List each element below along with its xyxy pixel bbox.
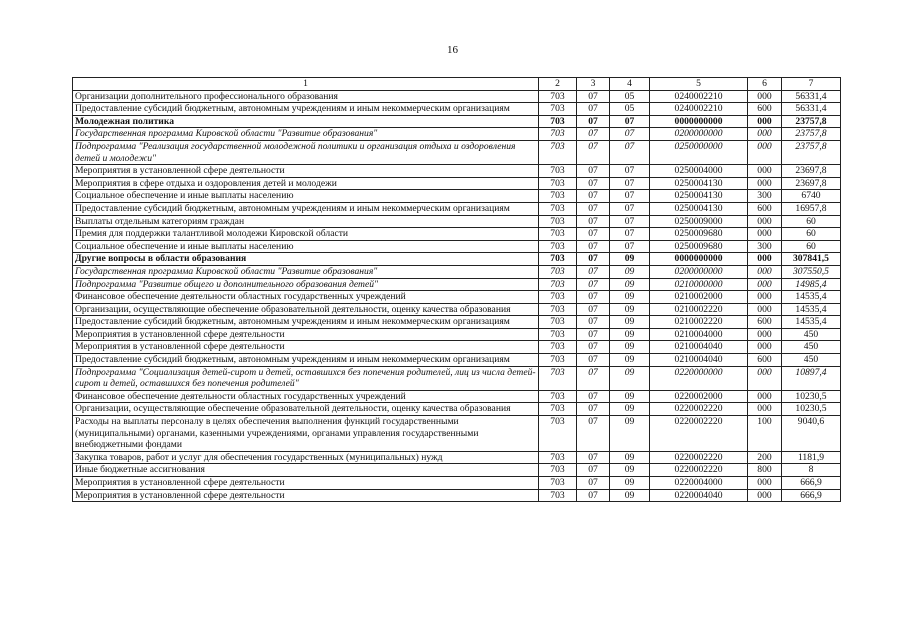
table-row <box>73 354 841 367</box>
table-row <box>73 90 841 103</box>
row-subsection-cell: 07 <box>610 190 650 203</box>
row-amount-cell: 450 <box>782 341 841 354</box>
row-target-code-cell: 0210004040 <box>650 354 748 367</box>
row-section-cell: 07 <box>577 128 610 141</box>
row-amount-cell: 10230,5 <box>782 390 841 403</box>
row-expense-type-cell: 000 <box>748 341 782 354</box>
row-admin-code-cell: 703 <box>539 403 577 416</box>
row-amount-cell: 23697,8 <box>782 177 841 190</box>
row-section-cell: 07 <box>577 341 610 354</box>
row-target-code-cell: 0220004000 <box>650 477 748 490</box>
row-name-cell: Финансовое обеспечение деятельности областных государственных учреждений <box>73 390 539 403</box>
row-admin-code-cell: 703 <box>539 291 577 304</box>
row-admin-code-cell: 703 <box>539 128 577 141</box>
row-subsection-cell: 09 <box>610 303 650 316</box>
row-admin-code-cell: 703 <box>539 328 577 341</box>
row-name-cell: Государственная программа Кировской области "Развитие образования" <box>73 265 539 278</box>
row-section-cell: 07 <box>577 265 610 278</box>
table-row <box>73 390 841 403</box>
row-subsection-cell: 09 <box>610 477 650 490</box>
row-expense-type-cell: 000 <box>748 140 782 164</box>
row-target-code-cell: 0000000000 <box>650 115 748 128</box>
row-section-cell: 07 <box>577 115 610 128</box>
row-target-code-cell: 0210002220 <box>650 303 748 316</box>
row-amount-cell: 23697,8 <box>782 165 841 178</box>
row-subsection-cell: 07 <box>610 228 650 241</box>
table-row <box>73 202 841 215</box>
row-admin-code-cell: 703 <box>539 464 577 477</box>
row-amount-cell: 23757,8 <box>782 140 841 164</box>
row-admin-code-cell: 703 <box>539 103 577 116</box>
row-section-cell: 07 <box>577 240 610 253</box>
row-admin-code-cell: 703 <box>539 366 577 390</box>
row-target-code-cell: 0220000000 <box>650 366 748 390</box>
row-amount-cell: 14535,4 <box>782 291 841 304</box>
row-name-cell: Финансовое обеспечение деятельности областных государственных учреждений <box>73 291 539 304</box>
row-expense-type-cell: 000 <box>748 477 782 490</box>
row-admin-code-cell: 703 <box>539 489 577 502</box>
row-amount-cell: 14535,4 <box>782 303 841 316</box>
row-section-cell: 07 <box>577 477 610 490</box>
row-amount-cell: 450 <box>782 354 841 367</box>
row-section-cell: 07 <box>577 316 610 329</box>
table-row <box>73 366 841 390</box>
row-admin-code-cell: 703 <box>539 140 577 164</box>
row-admin-code-cell: 703 <box>539 354 577 367</box>
row-admin-code-cell: 703 <box>539 278 577 291</box>
budget-table <box>72 77 841 502</box>
row-name-cell: Мероприятия в установленной сфере деятельности <box>73 328 539 341</box>
row-section-cell: 07 <box>577 253 610 266</box>
row-name-cell: Подпрограмма "Социализация детей-сирот и детей, оставшихся без попечения родителей, лиц из числа детей-сирот и детей, оставшихся без попечения родителей" <box>73 366 539 390</box>
row-target-code-cell: 0240002210 <box>650 90 748 103</box>
row-target-code-cell: 0220002000 <box>650 390 748 403</box>
row-expense-type-cell: 000 <box>748 303 782 316</box>
row-subsection-cell: 07 <box>610 140 650 164</box>
row-expense-type-cell: 000 <box>748 228 782 241</box>
row-expense-type-cell: 000 <box>748 265 782 278</box>
row-name-cell: Закупка товаров, работ и услуг для обеспечения государственных (муниципальных) нужд <box>73 451 539 464</box>
table-row <box>73 265 841 278</box>
row-section-cell: 07 <box>577 354 610 367</box>
row-admin-code-cell: 703 <box>539 253 577 266</box>
row-subsection-cell: 07 <box>610 128 650 141</box>
column-header: 4 <box>610 78 650 91</box>
row-section-cell: 07 <box>577 489 610 502</box>
row-amount-cell: 60 <box>782 228 841 241</box>
row-subsection-cell: 09 <box>610 354 650 367</box>
row-admin-code-cell: 703 <box>539 341 577 354</box>
table-row <box>73 403 841 416</box>
row-target-code-cell: 0250004130 <box>650 202 748 215</box>
row-expense-type-cell: 000 <box>748 278 782 291</box>
row-name-cell: Социальное обеспечение и иные выплаты населению <box>73 190 539 203</box>
row-admin-code-cell: 703 <box>539 477 577 490</box>
row-expense-type-cell: 600 <box>748 103 782 116</box>
row-section-cell: 07 <box>577 416 610 452</box>
row-section-cell: 07 <box>577 140 610 164</box>
table-row <box>73 489 841 502</box>
row-target-code-cell: 0210000000 <box>650 278 748 291</box>
row-amount-cell: 666,9 <box>782 477 841 490</box>
row-amount-cell: 450 <box>782 328 841 341</box>
row-name-cell: Государственная программа Кировской области "Развитие образования" <box>73 128 539 141</box>
row-section-cell: 07 <box>577 90 610 103</box>
budget-table-body <box>73 78 841 502</box>
row-amount-cell: 23757,8 <box>782 128 841 141</box>
row-amount-cell: 14985,4 <box>782 278 841 291</box>
table-row <box>73 477 841 490</box>
row-expense-type-cell: 600 <box>748 316 782 329</box>
row-admin-code-cell: 703 <box>539 90 577 103</box>
row-expense-type-cell: 000 <box>748 489 782 502</box>
row-section-cell: 07 <box>577 303 610 316</box>
row-expense-type-cell: 000 <box>748 291 782 304</box>
row-amount-cell: 56331,4 <box>782 90 841 103</box>
table-row <box>73 190 841 203</box>
row-expense-type-cell: 300 <box>748 240 782 253</box>
row-expense-type-cell: 100 <box>748 416 782 452</box>
row-subsection-cell: 09 <box>610 291 650 304</box>
row-subsection-cell: 09 <box>610 366 650 390</box>
row-name-cell: Расходы на выплаты персоналу в целях обеспечения выполнения функций государственными (муниципальными) органами, казенными учреждениями, органами управления государственными внебюджетными фондами <box>73 416 539 452</box>
row-section-cell: 07 <box>577 366 610 390</box>
row-amount-cell: 8 <box>782 464 841 477</box>
row-admin-code-cell: 703 <box>539 202 577 215</box>
row-subsection-cell: 09 <box>610 265 650 278</box>
row-target-code-cell: 0250004130 <box>650 177 748 190</box>
row-expense-type-cell: 600 <box>748 202 782 215</box>
row-expense-type-cell: 600 <box>748 354 782 367</box>
row-expense-type-cell: 000 <box>748 128 782 141</box>
row-admin-code-cell: 703 <box>539 177 577 190</box>
table-row <box>73 115 841 128</box>
table-row <box>73 464 841 477</box>
row-name-cell: Мероприятия в установленной сфере деятельности <box>73 489 539 502</box>
row-name-cell: Организации, осуществляющие обеспечение образовательной деятельности, оценку качества образования <box>73 303 539 316</box>
row-subsection-cell: 07 <box>610 115 650 128</box>
row-section-cell: 07 <box>577 278 610 291</box>
row-expense-type-cell: 000 <box>748 253 782 266</box>
row-amount-cell: 10897,4 <box>782 366 841 390</box>
row-name-cell: Предоставление субсидий бюджетным, автономным учреждениям и иным некоммерческим организациям <box>73 202 539 215</box>
row-subsection-cell: 09 <box>610 416 650 452</box>
row-target-code-cell: 0220004040 <box>650 489 748 502</box>
row-admin-code-cell: 703 <box>539 303 577 316</box>
row-amount-cell: 307550,5 <box>782 265 841 278</box>
row-expense-type-cell: 800 <box>748 464 782 477</box>
table-row <box>73 215 841 228</box>
column-header: 2 <box>539 78 577 91</box>
row-amount-cell: 10230,5 <box>782 403 841 416</box>
row-target-code-cell: 0250009680 <box>650 240 748 253</box>
row-admin-code-cell: 703 <box>539 390 577 403</box>
table-row <box>73 328 841 341</box>
row-subsection-cell: 07 <box>610 215 650 228</box>
row-subsection-cell: 09 <box>610 390 650 403</box>
row-target-code-cell: 0220002220 <box>650 403 748 416</box>
column-header: 1 <box>73 78 539 91</box>
row-subsection-cell: 07 <box>610 240 650 253</box>
row-section-cell: 07 <box>577 202 610 215</box>
table-row <box>73 451 841 464</box>
row-name-cell: Мероприятия в установленной сфере деятельности <box>73 477 539 490</box>
row-expense-type-cell: 000 <box>748 366 782 390</box>
row-subsection-cell: 09 <box>610 316 650 329</box>
row-subsection-cell: 05 <box>610 90 650 103</box>
row-name-cell: Подпрограмма "Реализация государственной молодежной политики и организация отдыха и оздоровления детей и молодежи" <box>73 140 539 164</box>
row-amount-cell: 16957,8 <box>782 202 841 215</box>
row-expense-type-cell: 300 <box>748 190 782 203</box>
row-name-cell: Мероприятия в установленной сфере деятельности <box>73 341 539 354</box>
row-amount-cell: 56331,4 <box>782 103 841 116</box>
row-admin-code-cell: 703 <box>539 215 577 228</box>
row-section-cell: 07 <box>577 177 610 190</box>
row-section-cell: 07 <box>577 390 610 403</box>
row-target-code-cell: 0210004000 <box>650 328 748 341</box>
row-name-cell: Молодежная политика <box>73 115 539 128</box>
row-section-cell: 07 <box>577 451 610 464</box>
table-row <box>73 253 841 266</box>
page-number: 16 <box>447 44 458 56</box>
row-amount-cell: 23757,8 <box>782 115 841 128</box>
row-name-cell: Организации дополнительного профессионального образования <box>73 90 539 103</box>
row-name-cell: Премия для поддержки талантливой молодежи Кировской области <box>73 228 539 241</box>
row-name-cell: Мероприятия в сфере отдыха и оздоровления детей и молодежи <box>73 177 539 190</box>
row-expense-type-cell: 200 <box>748 451 782 464</box>
row-name-cell: Другие вопросы в области образования <box>73 253 539 266</box>
row-subsection-cell: 05 <box>610 103 650 116</box>
row-subsection-cell: 07 <box>610 202 650 215</box>
row-section-cell: 07 <box>577 103 610 116</box>
row-section-cell: 07 <box>577 228 610 241</box>
row-subsection-cell: 09 <box>610 489 650 502</box>
column-header: 7 <box>782 78 841 91</box>
row-amount-cell: 1181,9 <box>782 451 841 464</box>
row-expense-type-cell: 000 <box>748 177 782 190</box>
table-row <box>73 303 841 316</box>
row-subsection-cell: 09 <box>610 464 650 477</box>
row-name-cell: Мероприятия в установленной сфере деятельности <box>73 165 539 178</box>
row-target-code-cell: 0200000000 <box>650 265 748 278</box>
row-amount-cell: 307841,5 <box>782 253 841 266</box>
row-amount-cell: 9040,6 <box>782 416 841 452</box>
row-target-code-cell: 0220002220 <box>650 451 748 464</box>
row-expense-type-cell: 000 <box>748 115 782 128</box>
row-subsection-cell: 07 <box>610 165 650 178</box>
row-target-code-cell: 0240002210 <box>650 103 748 116</box>
row-admin-code-cell: 703 <box>539 240 577 253</box>
row-target-code-cell: 0250004130 <box>650 190 748 203</box>
row-admin-code-cell: 703 <box>539 165 577 178</box>
row-amount-cell: 14535,4 <box>782 316 841 329</box>
table-row <box>73 316 841 329</box>
row-name-cell: Подпрограмма "Развитие общего и дополнительного образования детей" <box>73 278 539 291</box>
row-section-cell: 07 <box>577 190 610 203</box>
row-amount-cell: 60 <box>782 215 841 228</box>
row-section-cell: 07 <box>577 403 610 416</box>
row-target-code-cell: 0000000000 <box>650 253 748 266</box>
row-section-cell: 07 <box>577 165 610 178</box>
table-row <box>73 177 841 190</box>
row-amount-cell: 60 <box>782 240 841 253</box>
row-subsection-cell: 09 <box>610 328 650 341</box>
row-name-cell: Организации, осуществляющие обеспечение образовательной деятельности, оценку качества образования <box>73 403 539 416</box>
row-admin-code-cell: 703 <box>539 190 577 203</box>
row-admin-code-cell: 703 <box>539 265 577 278</box>
row-subsection-cell: 09 <box>610 253 650 266</box>
table-row <box>73 165 841 178</box>
row-admin-code-cell: 703 <box>539 316 577 329</box>
row-target-code-cell: 0210004040 <box>650 341 748 354</box>
column-header: 3 <box>577 78 610 91</box>
table-row <box>73 140 841 164</box>
row-section-cell: 07 <box>577 464 610 477</box>
row-subsection-cell: 09 <box>610 278 650 291</box>
row-admin-code-cell: 703 <box>539 416 577 452</box>
row-subsection-cell: 09 <box>610 451 650 464</box>
row-target-code-cell: 0220002220 <box>650 464 748 477</box>
table-row <box>73 341 841 354</box>
row-target-code-cell: 0250009680 <box>650 228 748 241</box>
row-target-code-cell: 0250009000 <box>650 215 748 228</box>
row-section-cell: 07 <box>577 291 610 304</box>
row-section-cell: 07 <box>577 215 610 228</box>
column-header: 6 <box>748 78 782 91</box>
row-admin-code-cell: 703 <box>539 228 577 241</box>
row-name-cell: Выплаты отдельным категориям граждан <box>73 215 539 228</box>
row-expense-type-cell: 000 <box>748 328 782 341</box>
row-target-code-cell: 0210002000 <box>650 291 748 304</box>
row-subsection-cell: 09 <box>610 341 650 354</box>
row-target-code-cell: 0220002220 <box>650 416 748 452</box>
table-row <box>73 291 841 304</box>
table-row <box>73 240 841 253</box>
row-name-cell: Предоставление субсидий бюджетным, автономным учреждениям и иным некоммерческим организациям <box>73 354 539 367</box>
row-target-code-cell: 0250000000 <box>650 140 748 164</box>
row-expense-type-cell: 000 <box>748 215 782 228</box>
row-subsection-cell: 07 <box>610 177 650 190</box>
row-target-code-cell: 0200000000 <box>650 128 748 141</box>
row-expense-type-cell: 000 <box>748 165 782 178</box>
row-expense-type-cell: 000 <box>748 390 782 403</box>
row-target-code-cell: 0250004000 <box>650 165 748 178</box>
row-name-cell: Социальное обеспечение и иные выплаты населению <box>73 240 539 253</box>
table-row <box>73 128 841 141</box>
table-header-row <box>73 78 841 91</box>
row-admin-code-cell: 703 <box>539 115 577 128</box>
row-subsection-cell: 09 <box>610 403 650 416</box>
row-amount-cell: 666,9 <box>782 489 841 502</box>
table-row <box>73 103 841 116</box>
row-name-cell: Предоставление субсидий бюджетным, автономным учреждениям и иным некоммерческим организациям <box>73 103 539 116</box>
table-row <box>73 228 841 241</box>
table-row <box>73 278 841 291</box>
row-expense-type-cell: 000 <box>748 90 782 103</box>
column-header: 5 <box>650 78 748 91</box>
row-amount-cell: 6740 <box>782 190 841 203</box>
row-target-code-cell: 0210002220 <box>650 316 748 329</box>
table-row <box>73 416 841 452</box>
row-section-cell: 07 <box>577 328 610 341</box>
row-admin-code-cell: 703 <box>539 451 577 464</box>
row-expense-type-cell: 000 <box>748 403 782 416</box>
row-name-cell: Иные бюджетные ассигнования <box>73 464 539 477</box>
row-name-cell: Предоставление субсидий бюджетным, автономным учреждениям и иным некоммерческим организациям <box>73 316 539 329</box>
